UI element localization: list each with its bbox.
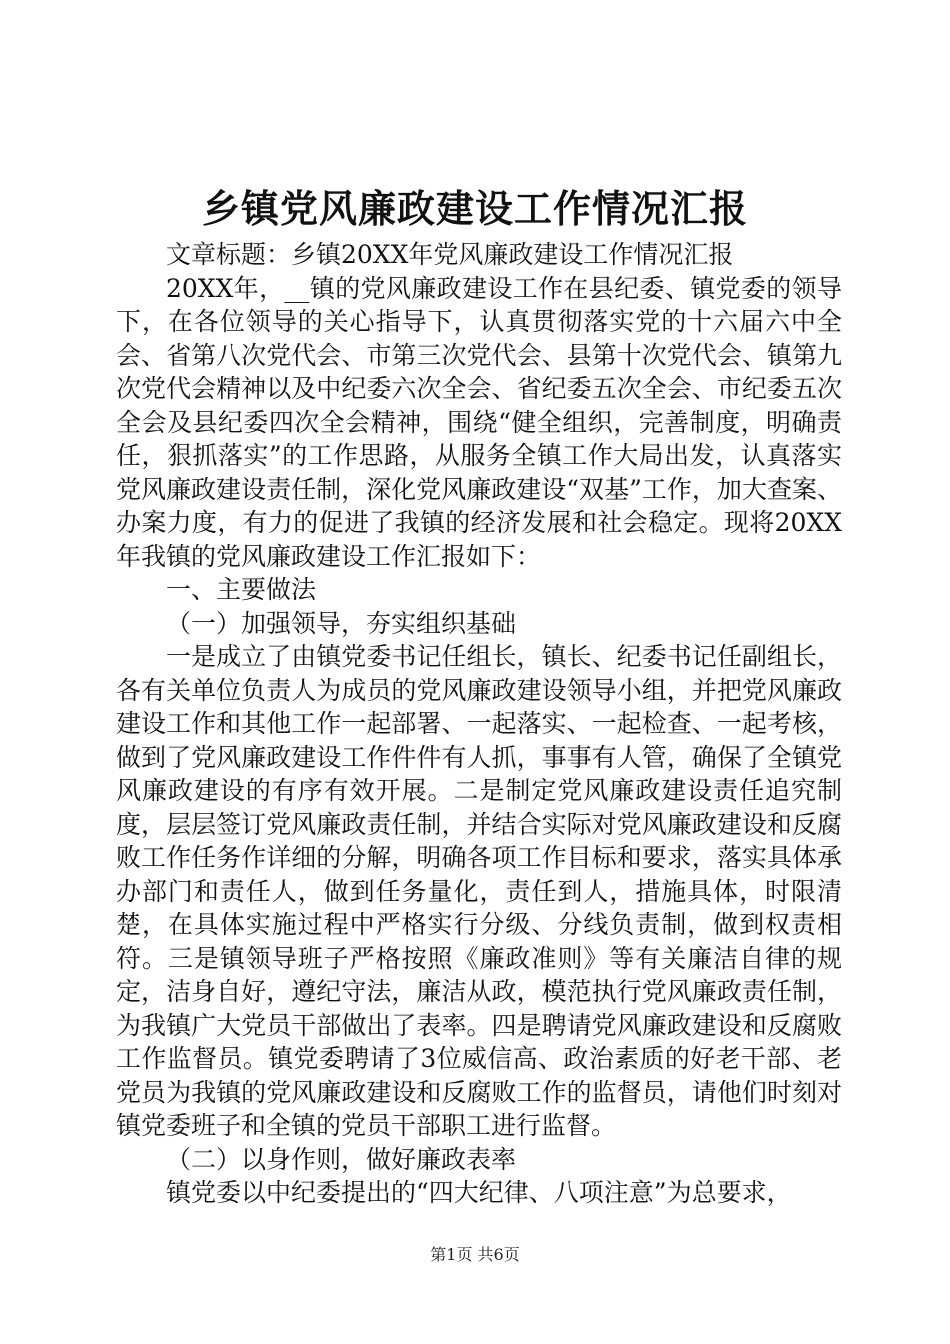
article-heading-line: 文章标题：乡镇20XX年党风廉政建设工作情况汇报: [166, 240, 734, 269]
section-heading: 一、主要做法: [166, 575, 317, 604]
body-paragraph: 一是成立了由镇党委书记任组长，镇长、纪委书记任副组长，各有关单位负责人为成员的党风廉政建设领导小组，并把党风廉政建设工作和其他工作一起部署、一起落实、一起检查、一起考核，做到了党风廉政建设工作件件有人抓，事事有人管，确保了全镇党风廉政建设的有序有效开展。二是制定党风廉政建设责任追究制度，层层签订党风廉政责任制，并结合实际对党风廉政建设和反腐败工作任务作详细的分解，明确各项工作目标和要求，落实具体承办部门和责任人，做到任务量化，责任到人，措施具体，时限清楚，在具体实施过程中严格实行分级、分线负责制，做到权责相符。三是镇领导班子严格按照《廉政准则》等有关廉洁自律的规定，洁身自好，遵纪守法，廉洁从政，模范执行党风廉政责任制，为我镇广大党员干部做出了表率。四是聘请党风廉政建设和反腐败工作监督员。镇党委聘请了3位威信高、政治素质的好老干部、老党员为我镇的党风廉政建设和反腐败工作的监督员，请他们时刻对镇党委班子和全镇的党员干部职工进行监督。: [116, 642, 842, 1140]
document-body: [116, 238, 842, 1210]
document-title: 乡镇党风廉政建设工作情况汇报: [201, 186, 748, 231]
subsection-heading: （一）加强领导，夯实组织基础: [166, 608, 517, 638]
subsection-heading: （二）以身作则，做好廉政表率: [166, 1144, 517, 1174]
page-number-footer: 第1页 共6页: [430, 1245, 520, 1264]
intro-paragraph: 20XX年，__镇的党风廉政建设工作在县纪委、镇党委的领导下，在各位领导的关心指导下，认真贯彻落实党的十六届六中全会、省第八次党代会、市第三次党代会、县第十次党代会、镇第九次党代会精神以及中纪委六次全会、省纪委五次全会、市纪委五次全会及县纪委四次全会精神，围绕“健全组织，完善制度，明确责任，狠抓落实”的工作思路，从服务全镇工作大局出发，认真落实党风廉政建设责任制，深化党风廉政建设“双基”工作，加大查案、办案力度，有力的促进了我镇的经济发展和社会稳定。现将20XX年我镇的党风廉政建设工作汇报如下：: [116, 273, 842, 571]
body-paragraph: 镇党委以中纪委提出的“四大纪律、八项注意”为总要求，: [166, 1178, 792, 1207]
